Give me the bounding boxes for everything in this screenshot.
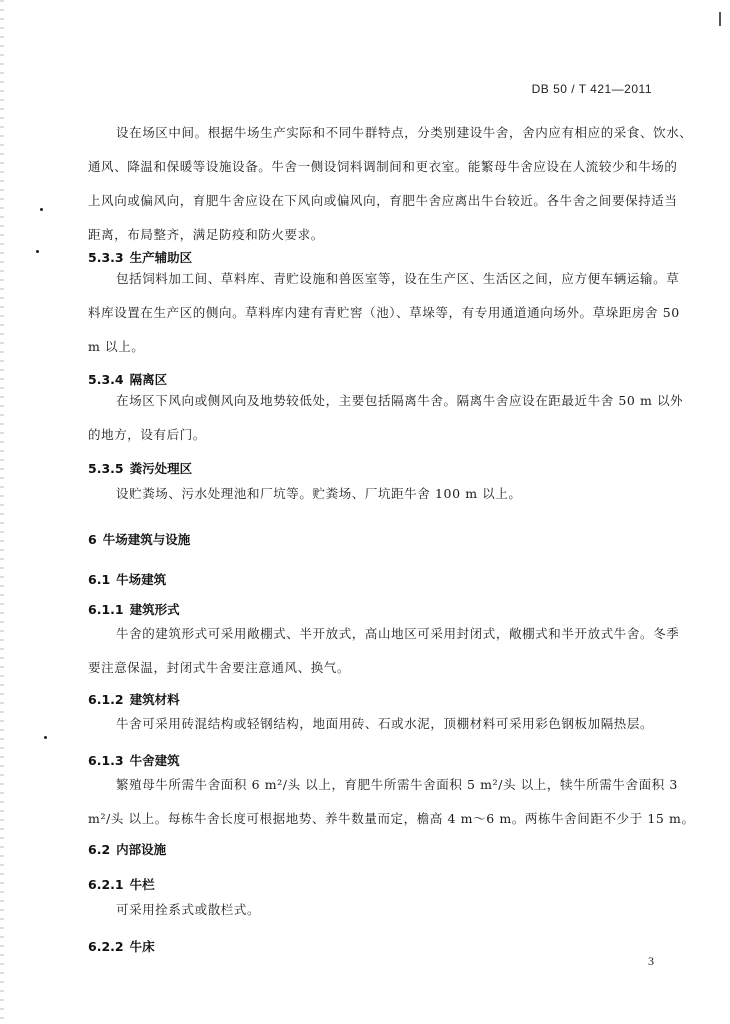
text-line: 距离，布局整齐，满足防疫和防火要求。 [88,227,324,242]
paragraph-building-materials [88,707,663,741]
section-title: 牛舍建筑 [129,753,180,768]
text-line: 包括饲料加工间、草料库、青贮设施和兽医室等，设在生产区、生活区之间，应方便车辆运输。草 [116,271,680,286]
text-line: 在场区下风向或侧风向及地势较低处，主要包括隔离牛舍。隔离牛舍应设在距最近牛舍 50 m 以外 [116,393,684,408]
section-heading-6-2-1 [88,875,155,893]
section-heading-6-2-2 [88,937,155,955]
document-code-header: DB 50 / T 421—2011 [531,82,652,96]
section-title: 牛场建筑与设施 [102,532,191,547]
section-number: 5.3.3 [88,250,124,265]
section-number: 6.1.1 [88,602,124,617]
section-number: 5.3.4 [88,372,124,387]
section-heading-6-1 [88,570,166,588]
section-number: 6.2.1 [88,877,124,892]
section-number: 6.1.2 [88,692,124,707]
page-number: 3 [648,954,654,968]
text-line: 设在场区中间。根据牛场生产实际和不同牛群特点，分类别建设牛舍，舍内应有相应的采食、饮水、 [116,125,693,140]
paragraph-waste-area [88,477,663,511]
section-title: 建筑形式 [129,602,180,617]
paragraph-building-form [88,617,680,685]
scan-dot [40,208,43,211]
section-number: 6.2 [88,842,111,857]
scan-dot [36,250,39,253]
text-line: 料库设置在生产区的侧向。草料库内建有青贮窖（池）、草垛等，有专用通道通向场外。草垛距房舍 50 [88,305,680,320]
section-title: 建筑材料 [129,692,180,707]
section-title: 牛栏 [129,877,155,892]
section-heading-6-1-3 [88,751,180,769]
text-line: 的地方，设有后门。 [88,427,206,442]
text-line: 通风、降温和保暖等设施设备。牛舍一侧设饲料调制间和更衣室。能繁母牛舍应设在人流较少和牛场的 [88,159,678,174]
text-line: m²/头 以上。每栋牛舍长度可根据地势、养牛数量而定，檐高 4 m～6 m。两栋牛舍间距不少于 15 m。 [88,811,695,826]
section-title: 牛场建筑 [116,572,167,587]
section-number: 6 [88,532,97,547]
text-line: 要注意保温，封闭式牛舍要注意通风、换气。 [88,660,351,675]
section-title: 牛床 [129,939,155,954]
section-number: 6.1 [88,572,111,587]
section-number: 6.2.2 [88,939,124,954]
text-line: 繁殖母牛所需牛舍面积 6 m²/头 以上，育肥牛所需牛舍面积 5 m²/头 以上，犊牛所需牛舍面积 3 [116,777,678,792]
text-line: 设贮粪场、污水处理池和厂坑等。贮粪场、厂坑距牛舍 100 m 以上。 [116,486,522,501]
text-line: 牛舍的建筑形式可采用敞棚式、半开放式，高山地区可采用封闭式，敞棚式和半开放式牛舍。冬季 [116,626,680,641]
paragraph-isolation-area [88,384,684,452]
section-title: 粪污处理区 [129,461,193,476]
paragraph-cattle-house-layout [88,116,693,252]
text-line: 上风向或偏风向，育肥牛舍应设在下风向或偏风向，育肥牛舍应离出牛台较近。各牛舍之间要保持适当 [88,193,678,208]
section-title: 生产辅助区 [129,250,193,265]
section-heading-5-3-5 [88,459,192,477]
section-heading-6-1-2 [88,690,180,708]
section-heading-6-2 [88,840,166,858]
text-line: 可采用拴系式或散栏式。 [116,902,261,917]
text-line: 牛舍可采用砖混结构或轻钢结构，地面用砖、石或水泥，顶棚材料可采用彩色钢板加隔热层。 [116,716,654,731]
text-line: m 以上。 [88,339,145,354]
scan-edge [0,0,4,1024]
paragraph-auxiliary-area [88,262,680,364]
paragraph-cattle-pen [88,893,663,927]
scan-dot [44,736,47,739]
section-heading-6-1-1 [88,600,180,618]
section-title: 内部设施 [116,842,167,857]
chapter-heading-6 [88,530,190,548]
scan-mark [719,12,721,26]
section-number: 6.1.3 [88,753,124,768]
section-title: 隔离区 [129,372,168,387]
paragraph-cattle-house-area [88,768,695,836]
section-number: 5.3.5 [88,461,124,476]
